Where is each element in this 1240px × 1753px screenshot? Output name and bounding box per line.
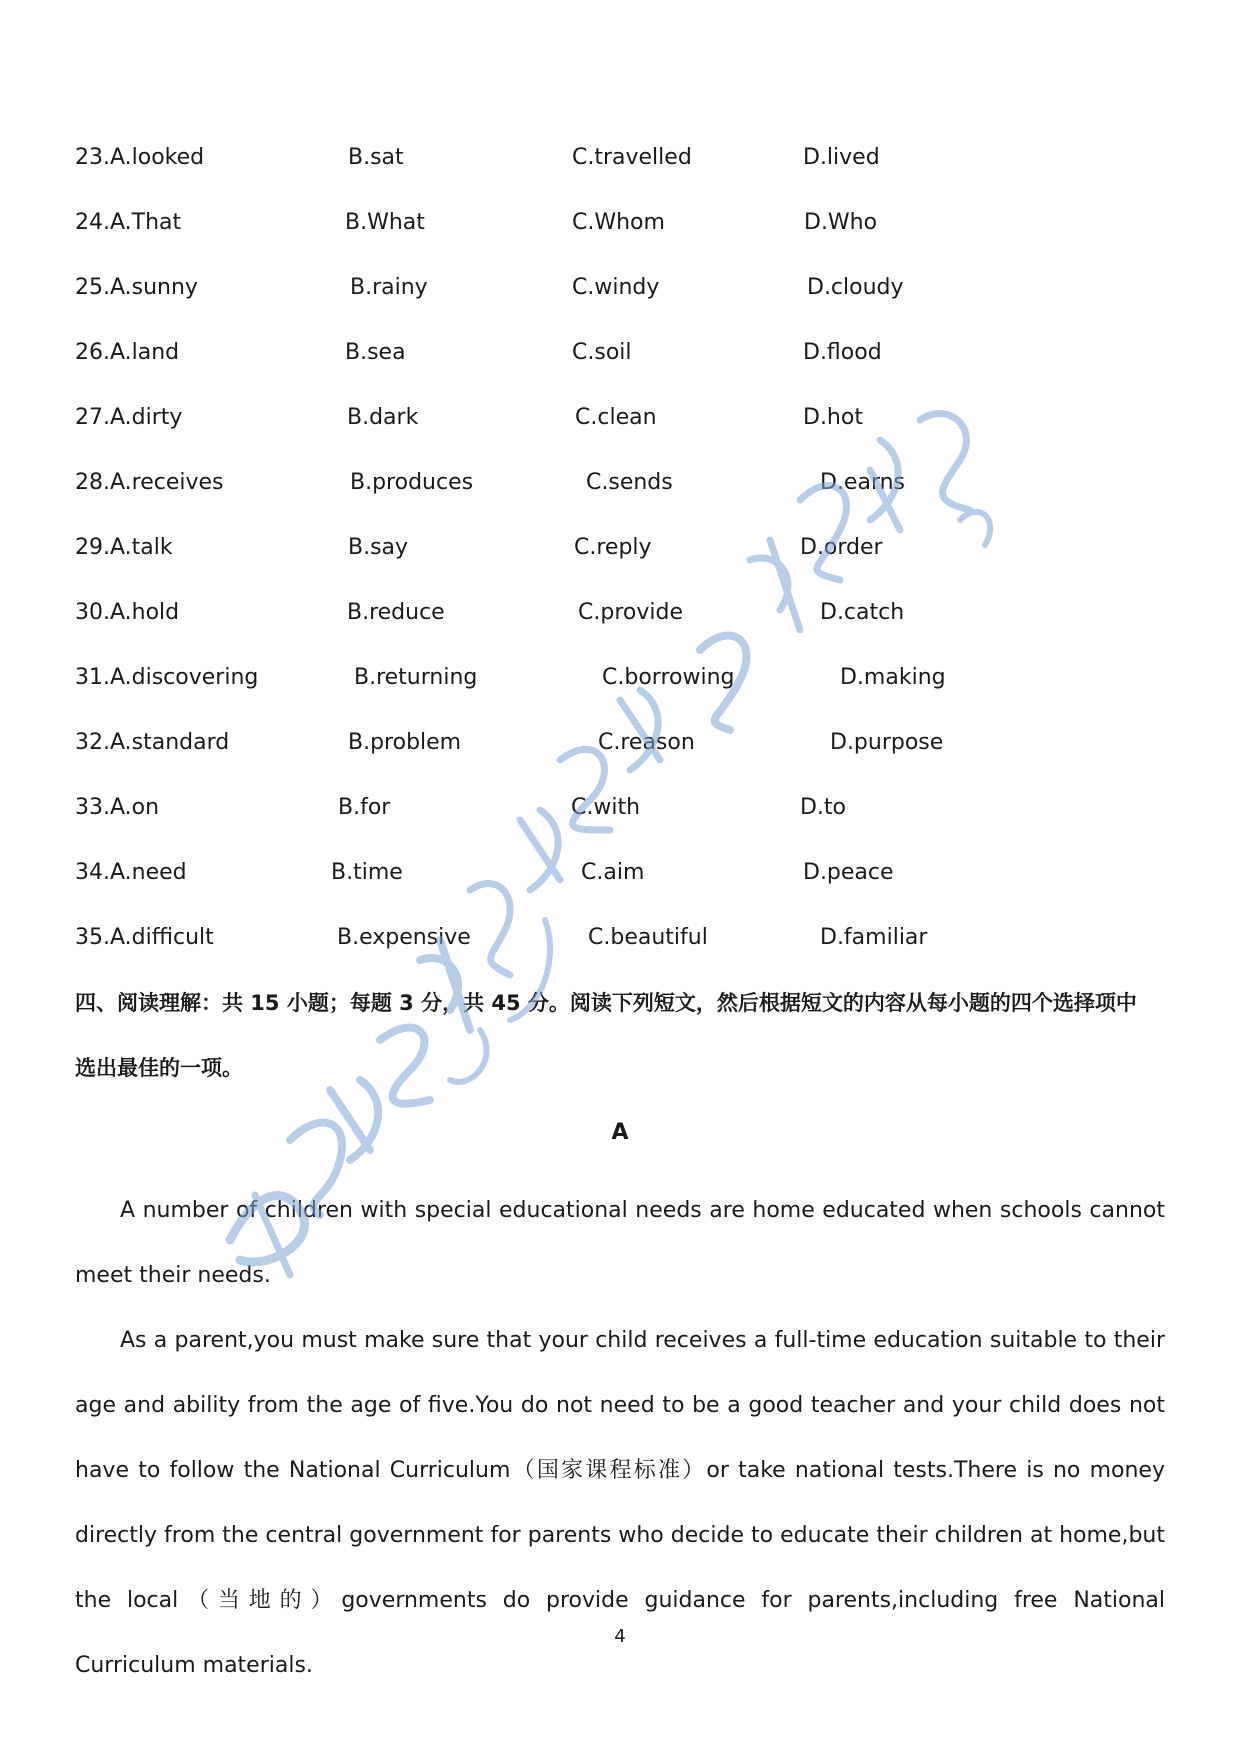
passage-body [75, 1178, 1165, 1698]
option-b: B.say [348, 535, 409, 560]
option-d: D.hot [803, 405, 863, 430]
option-a: 26.A.land [75, 340, 180, 365]
option-a: 34.A.need [75, 860, 187, 885]
option-row-23 [75, 138, 1175, 203]
option-c: C.reply [574, 535, 652, 560]
option-c: C.Whom [572, 210, 665, 235]
option-b: B.rainy [350, 275, 428, 300]
option-b: B.reduce [347, 600, 445, 625]
option-c: C.aim [581, 860, 645, 885]
option-d: D.peace [803, 860, 894, 885]
option-d: D.catch [820, 600, 905, 625]
section-heading [75, 983, 1165, 1088]
option-c: C.with [571, 795, 641, 820]
option-d: D.to [800, 795, 847, 820]
option-row-30 [75, 593, 1175, 658]
option-c: C.reason [598, 730, 695, 755]
option-a: 23.A.looked [75, 145, 205, 170]
passage-paragraph: A number of children with special educational needs are home educated when schools cannot meet their needs. [75, 1198, 1165, 1288]
option-d: D.earns [820, 470, 906, 495]
option-b: B.expensive [337, 925, 471, 950]
option-row-26 [75, 333, 1175, 398]
option-b: B.time [331, 860, 403, 885]
option-a: 25.A.sunny [75, 275, 198, 300]
option-row-28 [75, 463, 1175, 528]
option-b: B.dark [347, 405, 419, 430]
option-d: D.order [800, 535, 883, 560]
option-d: D.familiar [820, 925, 928, 950]
option-row-31 [75, 658, 1175, 723]
option-row-25 [75, 268, 1175, 333]
option-a: 24.A.That [75, 210, 182, 235]
passage-paragraph: As a parent,you must make sure that your child receives a full-time education suitable to their age and ability from the age of five.You do not need to be a good teacher and your child does not have to follow the National Curriculum（国家课程标准）or take national tests.There is no money directly from the central government for parents who decide to educate their children at home,but the local（当地的）governments do provide guidance for parents,including free National Curriculum materials. [75, 1328, 1165, 1678]
option-a: 29.A.talk [75, 535, 173, 560]
option-c: C.beautiful [588, 925, 708, 950]
option-a: 30.A.hold [75, 600, 180, 625]
option-c: C.sends [586, 470, 673, 495]
passage-title: A [611, 1120, 629, 1145]
option-c: C.borrowing [602, 665, 735, 690]
option-b: B.for [338, 795, 391, 820]
option-b: B.sea [345, 340, 406, 365]
option-a: 28.A.receives [75, 470, 224, 495]
option-a: 33.A.on [75, 795, 160, 820]
option-c: C.soil [572, 340, 632, 365]
option-c: C.provide [578, 600, 683, 625]
option-b: B.What [345, 210, 425, 235]
option-a: 32.A.standard [75, 730, 230, 755]
option-c: C.clean [575, 405, 657, 430]
option-a: 35.A.difficult [75, 925, 214, 950]
option-row-24 [75, 203, 1175, 268]
option-row-29 [75, 528, 1175, 593]
option-d: D.lived [803, 145, 880, 170]
option-d: D.flood [803, 340, 882, 365]
option-b: B.problem [348, 730, 462, 755]
option-d: D.Who [804, 210, 878, 235]
option-a: 27.A.dirty [75, 405, 183, 430]
option-d: D.making [840, 665, 946, 690]
cloze-options-list [75, 138, 1175, 983]
option-c: C.travelled [572, 145, 692, 170]
option-d: D.cloudy [807, 275, 904, 300]
section-heading-line2: 选出最佳的一项。 [75, 1056, 243, 1080]
option-row-33 [75, 788, 1175, 853]
option-row-34 [75, 853, 1175, 918]
option-b: B.sat [348, 145, 404, 170]
section-heading-line1: 四、阅读理解：共 15 小题；每题 3 分，共 45 分。阅读下列短文，然后根据短文的内容从每小题的四个选择项中 [75, 991, 1137, 1015]
option-row-35 [75, 918, 1175, 983]
option-b: B.returning [354, 665, 478, 690]
page-number: 4 [614, 1626, 626, 1647]
option-row-32 [75, 723, 1175, 788]
option-c: C.windy [572, 275, 660, 300]
option-a: 31.A.discovering [75, 665, 259, 690]
option-b: B.produces [350, 470, 474, 495]
option-row-27 [75, 398, 1175, 463]
option-d: D.purpose [830, 730, 944, 755]
